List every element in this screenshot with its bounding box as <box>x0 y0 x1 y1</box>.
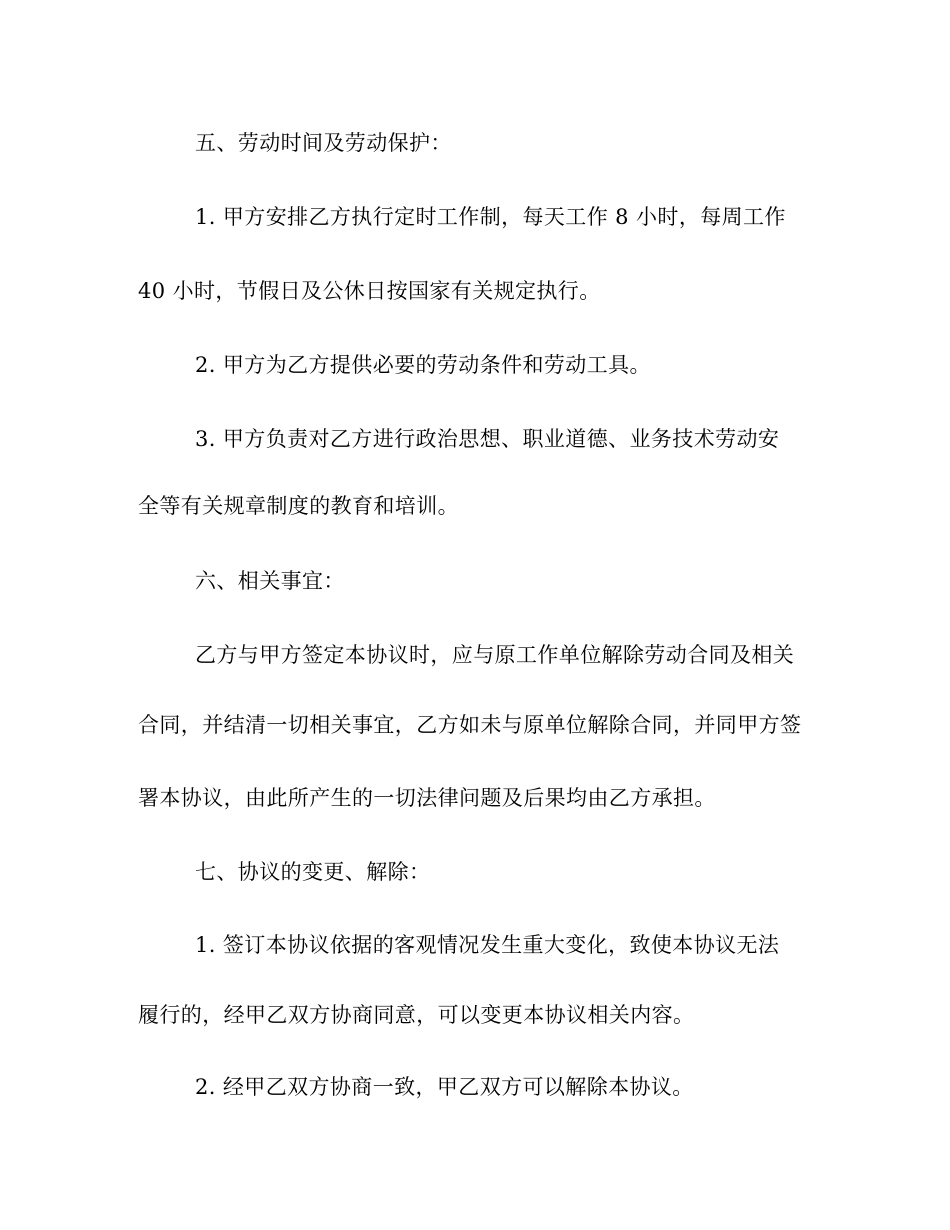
paragraph-line: 1. 签订本协议依据的客观情况发生重大变化，致使本协议无法 <box>195 933 780 957</box>
paragraph-line: 3. 甲方负责对乙方进行政治思想、职业道德、业务技术劳动安 <box>195 427 780 451</box>
paragraph-line: 署本协议，由此所产生的一切法律问题及后果均由乙方承担。 <box>138 786 716 810</box>
paragraph-line: 全等有关规章制度的教育和培训。 <box>138 494 459 518</box>
section-heading-6: 六、相关事宜： <box>195 569 345 593</box>
section-heading-7: 七、协议的变更、解除： <box>195 860 431 884</box>
paragraph-line: 1. 甲方安排乙方执行定时工作制，每天工作 8 小时，每周工作 <box>195 205 786 229</box>
paragraph-line: 乙方与甲方签定本协议时，应与原工作单位解除劳动合同及相关 <box>195 643 795 667</box>
paragraph-line: 2. 甲方为乙方提供必要的劳动条件和劳动工具。 <box>195 353 651 377</box>
section-heading-5: 五、劳动时间及劳动保护： <box>195 131 452 155</box>
paragraph-line: 40 小时，节假日及公休日按国家有关规定执行。 <box>138 279 601 303</box>
paragraph-line: 合同，并结清一切相关事宜，乙方如未与原单位解除合同，并同甲方签 <box>138 713 802 737</box>
paragraph-line: 履行的，经甲乙双方协商同意，可以变更本协议相关内容。 <box>138 1003 695 1027</box>
paragraph-line: 2. 经甲乙双方协商一致，甲乙双方可以解除本协议。 <box>195 1075 694 1099</box>
